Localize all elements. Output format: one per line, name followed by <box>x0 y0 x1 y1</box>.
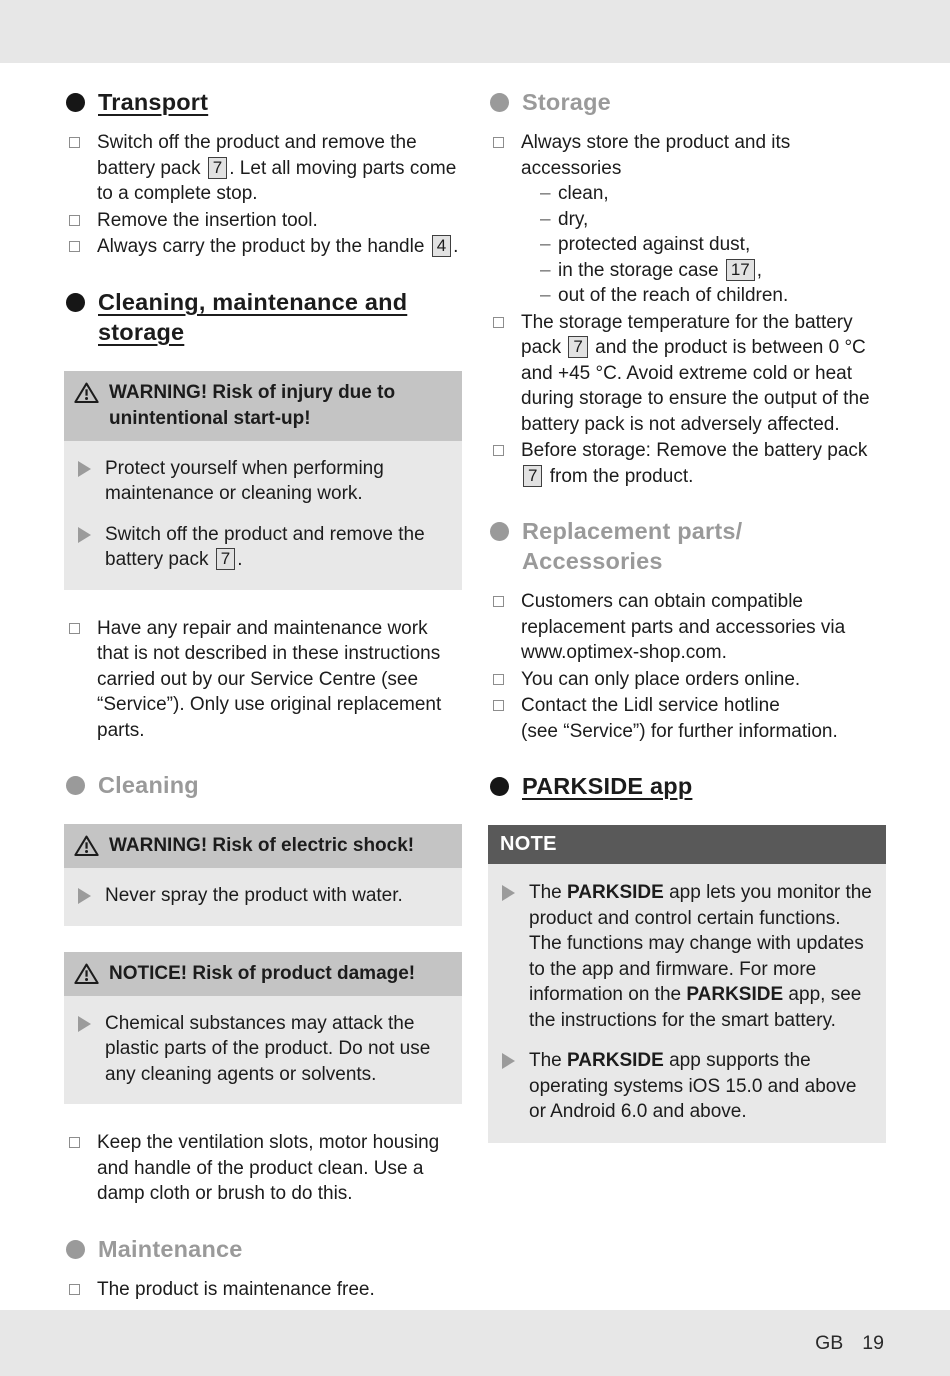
sub-list-item <box>521 258 886 284</box>
text-run: . Let all moving parts come to a complete stop. <box>97 157 457 204</box>
alert-box <box>64 952 462 1105</box>
text-run: Have any repair and maintenance work that is not described in these instructions carried out by our Service Centre (see “Service”). Only use original replacement parts. <box>97 617 442 741</box>
note-label: NOTE <box>500 833 557 855</box>
bullet-list <box>64 1277 462 1303</box>
heading-line: Transport <box>98 89 209 115</box>
warning-triangle-icon <box>74 381 99 432</box>
text-run: WARNING! Risk of injury due to unintentional start-up! <box>109 381 396 429</box>
square-bullet-icon <box>69 215 80 226</box>
text-run: Never spray the product with water. <box>105 885 403 906</box>
square-bullet-icon <box>69 1284 80 1295</box>
instruction-item <box>76 456 452 507</box>
alert-body <box>64 996 462 1105</box>
circle-bullet-icon <box>490 522 509 541</box>
text-run: Always store the product and its accessories <box>521 132 791 179</box>
sub-item-text <box>558 207 886 233</box>
dash-bullet-icon: – <box>540 183 551 204</box>
note-box <box>488 825 886 1143</box>
alert-header <box>64 371 462 441</box>
circle-bullet-icon <box>66 293 85 312</box>
text-run: Contact the Lidl service hotline <box>521 695 780 716</box>
part-ref-box: 4 <box>432 235 451 257</box>
alert-box <box>64 371 462 590</box>
instruction-text <box>529 1048 876 1125</box>
square-bullet-icon <box>69 137 80 148</box>
bullet-list <box>64 616 462 744</box>
list-item-text <box>521 667 886 693</box>
text-run: , <box>756 259 763 281</box>
list-item-text <box>521 693 886 744</box>
circle-bullet-icon <box>490 777 509 796</box>
arrow-right-icon <box>502 1053 515 1069</box>
text-run: Keep the ventilation slots, motor housing and handle of the product clean. Use a damp cloth or brush to do this. <box>97 1132 440 1204</box>
right-column <box>488 84 886 1306</box>
list-item <box>64 208 462 234</box>
alert-body <box>64 868 462 926</box>
section-heading <box>66 770 462 800</box>
text-run: Switch off the product and remove the battery pack <box>97 132 417 179</box>
bullet-list <box>64 1130 462 1207</box>
list-item-text <box>521 310 886 438</box>
section-title <box>98 87 208 117</box>
text-run: app, see the instructions for the smart battery. <box>529 984 862 1031</box>
heading-line: Replacement parts/ <box>522 518 743 544</box>
list-item <box>488 438 886 489</box>
instruction-text <box>105 522 452 573</box>
square-bullet-icon <box>493 700 504 711</box>
square-bullet-icon <box>493 674 504 685</box>
section-title <box>522 87 611 117</box>
text-run: Switch off the product and remove the battery pack <box>105 523 425 570</box>
instruction-item <box>500 1048 876 1125</box>
list-item <box>64 1277 462 1303</box>
list-item-text <box>97 208 462 234</box>
sub-list-item <box>521 232 886 258</box>
section-heading <box>490 87 886 117</box>
square-bullet-icon <box>493 445 504 456</box>
brand-name: PARKSIDE <box>567 882 664 903</box>
sub-item-text <box>558 258 886 284</box>
list-item <box>64 616 462 744</box>
section-title <box>98 770 199 800</box>
list-item-text <box>97 130 462 207</box>
list-item-text <box>97 1277 462 1303</box>
alert-box <box>64 824 462 926</box>
text-run: Before storage: Remove the battery pack <box>521 440 868 461</box>
section-title <box>522 516 742 576</box>
arrow-right-icon <box>78 888 91 904</box>
arrow-right-icon <box>78 461 91 477</box>
section-heading <box>66 287 462 347</box>
sub-item-text <box>558 232 886 258</box>
bullet-list <box>488 130 886 489</box>
brand-name: PARKSIDE <box>567 1050 664 1071</box>
part-ref-box: 7 <box>523 465 542 487</box>
section-title <box>522 771 692 801</box>
text-run: (see “Service”) for further information. <box>521 720 838 742</box>
sub-list-item <box>521 283 886 309</box>
text-run: and the product is between 0 °C and +45 °C. Avoid extreme cold or heat during storage to ensure the output of the battery pack is not adversely affected. <box>521 337 870 435</box>
alert-title <box>109 380 454 432</box>
part-ref-box: 7 <box>208 157 227 179</box>
list-item-text <box>97 616 462 744</box>
text-run: Chemical substances may attack the plastic parts of the product. Do not use any cleaning agents or solvents. <box>105 1012 431 1085</box>
bullet-list <box>488 589 886 744</box>
square-bullet-icon <box>493 596 504 607</box>
list-item-text <box>521 130 886 309</box>
text-run: Customers can obtain compatible replacement parts and accessories via www.optimex-shop.com. <box>521 591 846 663</box>
sub-list <box>521 181 886 309</box>
text-run: out of the reach of children. <box>558 285 789 306</box>
circle-bullet-icon <box>490 93 509 112</box>
square-bullet-icon <box>69 1137 80 1148</box>
list-item <box>488 589 886 666</box>
part-ref-box: 7 <box>568 336 587 358</box>
list-item <box>64 1130 462 1207</box>
list-item <box>488 130 886 309</box>
warning-triangle-icon <box>74 834 99 859</box>
list-item <box>64 130 462 207</box>
text-run: The product is maintenance free. <box>97 1278 375 1300</box>
heading-line: PARKSIDE app <box>522 773 693 799</box>
section-heading <box>66 87 462 117</box>
sub-list-item <box>521 207 886 233</box>
square-bullet-icon <box>69 241 80 252</box>
instruction-item <box>76 883 452 909</box>
instruction-text <box>105 1011 452 1088</box>
list-item-text <box>521 589 886 666</box>
sub-list-item <box>521 181 886 207</box>
dash-bullet-icon: – <box>540 259 551 281</box>
arrow-right-icon <box>78 1016 91 1032</box>
square-bullet-icon <box>493 137 504 148</box>
text-run: in the storage case <box>558 259 724 281</box>
dash-bullet-icon: – <box>540 234 551 255</box>
text-run: app lets you monitor the product and control certain functions. The functions may change with updates to the app and firmware. For more information on the <box>529 882 872 1005</box>
brand-name: PARKSIDE <box>686 984 784 1005</box>
text-run: NOTICE! Risk of product damage! <box>109 962 416 984</box>
circle-bullet-icon <box>66 776 85 795</box>
part-ref-box: 7 <box>216 548 235 570</box>
note-header <box>488 825 886 864</box>
alert-body <box>64 441 462 590</box>
heading-line: Storage <box>522 89 611 115</box>
text-run: protected against dust, <box>558 234 751 255</box>
page-footer-band <box>0 1310 950 1376</box>
left-column <box>64 84 462 1306</box>
page-content <box>0 63 950 1306</box>
note-body <box>488 864 886 1143</box>
text-run: . <box>453 236 459 257</box>
text-run: Remove the insertion tool. <box>97 209 318 231</box>
heading-line: Cleaning, maintenance and <box>98 288 408 315</box>
page-top-margin-band <box>0 0 950 63</box>
text-run: The storage temperature for the battery pack <box>521 311 853 358</box>
list-item <box>64 234 462 260</box>
alert-header <box>64 952 462 996</box>
list-item <box>488 310 886 438</box>
text-run: The <box>529 1050 568 1071</box>
section-title <box>98 1234 243 1264</box>
sub-item-text <box>558 283 886 309</box>
section-heading <box>66 1234 462 1264</box>
list-item-text <box>521 438 886 489</box>
instruction-item <box>500 880 876 1033</box>
circle-bullet-icon <box>66 93 85 112</box>
text-run: Protect yourself when performing maintenance or cleaning work. <box>105 457 384 504</box>
footer-region-label: GB <box>815 1331 844 1354</box>
square-bullet-icon <box>493 317 504 328</box>
bullet-list <box>64 130 462 260</box>
text-run: app supports the operating systems iOS 15.0 and above or Android 6.0 and above. <box>529 1050 857 1122</box>
instruction-text <box>105 456 452 507</box>
part-ref-box: 17 <box>726 259 755 281</box>
dash-bullet-icon: – <box>540 208 551 230</box>
warning-triangle-icon <box>74 962 99 987</box>
sub-item-text <box>558 181 886 207</box>
text-run: The <box>529 882 568 903</box>
arrow-right-icon <box>78 527 91 543</box>
list-item-text <box>97 234 462 260</box>
square-bullet-icon <box>69 623 80 634</box>
instruction-item <box>76 522 452 573</box>
heading-line: Maintenance <box>98 1235 243 1262</box>
arrow-right-icon <box>502 885 515 901</box>
text-run: WARNING! Risk of electric shock! <box>109 835 415 856</box>
text-run: dry, <box>558 208 589 230</box>
text-run: from the product. <box>544 465 694 487</box>
footer-page-number: 19 <box>862 1331 884 1354</box>
dash-bullet-icon: – <box>540 285 551 306</box>
section-title <box>98 287 407 347</box>
heading-line: storage <box>98 318 185 345</box>
alert-title <box>109 961 415 987</box>
list-item-text <box>97 1130 462 1207</box>
text-run: clean, <box>558 183 609 204</box>
section-heading <box>490 771 886 801</box>
instruction-text <box>529 880 876 1033</box>
text-run: Always carry the product by the handle <box>97 236 430 257</box>
instruction-text <box>105 883 452 909</box>
section-heading <box>490 516 886 576</box>
list-item <box>488 667 886 693</box>
heading-line: Accessories <box>522 548 663 574</box>
heading-line: Cleaning <box>98 772 199 798</box>
text-run: You can only place orders online. <box>521 668 801 690</box>
list-item <box>488 693 886 744</box>
instruction-item <box>76 1011 452 1088</box>
circle-bullet-icon <box>66 1240 85 1259</box>
alert-title <box>109 833 414 859</box>
text-run: . <box>237 549 243 570</box>
alert-header <box>64 824 462 868</box>
